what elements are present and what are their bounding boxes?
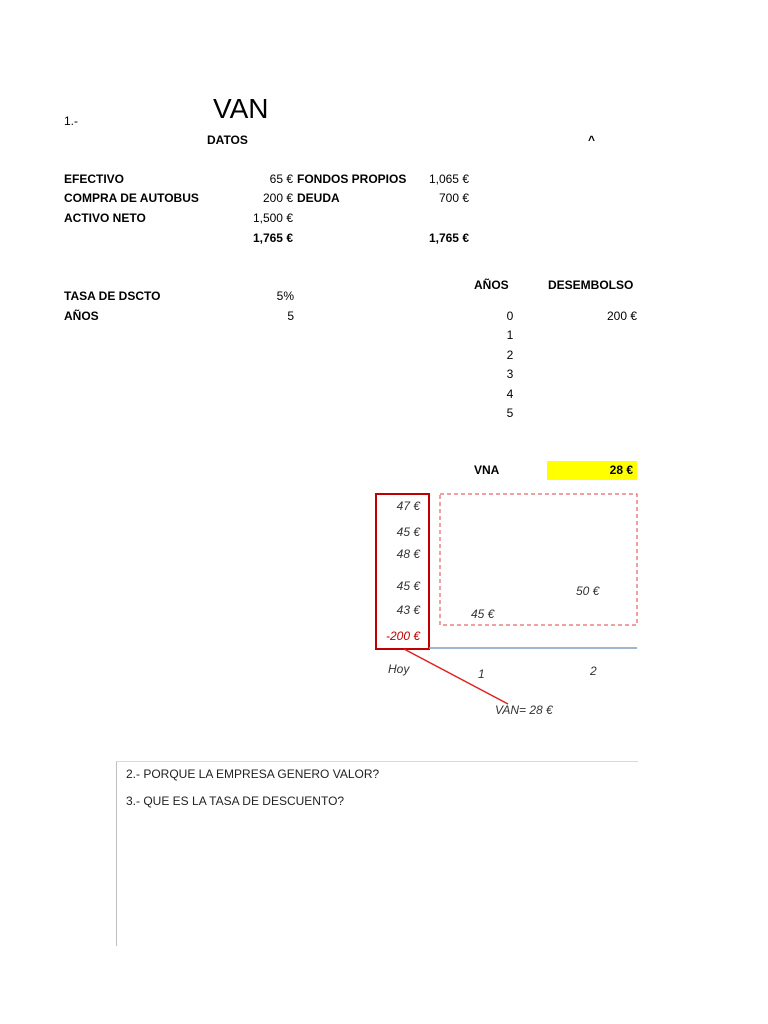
datos-heading: DATOS [207,133,248,147]
col-desembolso-header: DESEMBOLSO [548,278,634,292]
pv-3: 48 € [396,547,420,561]
axis-label-1: 1 [478,667,485,681]
tasa-value: 5% [276,289,294,303]
year-5: 5 [506,406,514,420]
total-right: 1,765 € [428,231,469,245]
section-number: 1.- [64,114,79,128]
deuda-value: 700 € [438,191,469,205]
desembolso-0: 200 € [606,309,637,323]
year-1: 1 [506,328,514,342]
pv-5: 43 € [396,603,420,617]
year-2: 2 [506,348,514,362]
van-result: VAN= 28 € [495,703,553,717]
compra-autobus-value: 200 € [262,191,293,205]
flow-label-45: 45 € [471,607,495,621]
question-3: 3.- QUE ES LA TASA DE DESCUENTO? [126,794,345,808]
tasa-label: TASA DE DSCTO [64,289,161,303]
question-2: 2.- PORQUE LA EMPRESA GENERO VALOR? [126,767,380,781]
activo-neto-label: ACTIVO NETO [64,211,146,225]
caret-mark: ^ [588,133,596,147]
van-pointer-line [404,649,508,704]
present-values-box [376,494,429,649]
page-title: VAN [213,93,269,124]
pv-4: 45 € [396,579,420,593]
pv-initial: -200 € [385,629,420,643]
efectivo-value: 65 € [269,172,293,186]
col-anos-header: AÑOS [474,278,509,292]
questions-box [116,761,638,946]
activo-neto-value: 1,500 € [252,211,293,225]
axis-label-2: 2 [590,664,597,678]
efectivo-label: EFECTIVO [64,172,125,186]
flow-label-50: 50 € [576,584,600,598]
flows-dashed-box [440,494,637,625]
anos-label: AÑOS [64,309,99,323]
axis-label-hoy: Hoy [388,662,410,676]
fondos-propios-value: 1,065 € [428,172,469,186]
year-3: 3 [506,367,514,381]
vna-label: VNA [474,463,500,477]
pv-2: 45 € [396,525,420,539]
total-left: 1,765 € [252,231,293,245]
year-0: 0 [506,309,514,323]
compra-autobus-label: COMPRA DE AUTOBUS [64,191,199,205]
vna-value: 28 € [609,463,633,477]
deuda-label: DEUDA [297,191,340,205]
anos-value: 5 [287,309,294,323]
year-4: 4 [506,387,514,401]
fondos-propios-label: FONDOS PROPIOS [297,172,407,186]
pv-1: 47 € [396,499,420,513]
